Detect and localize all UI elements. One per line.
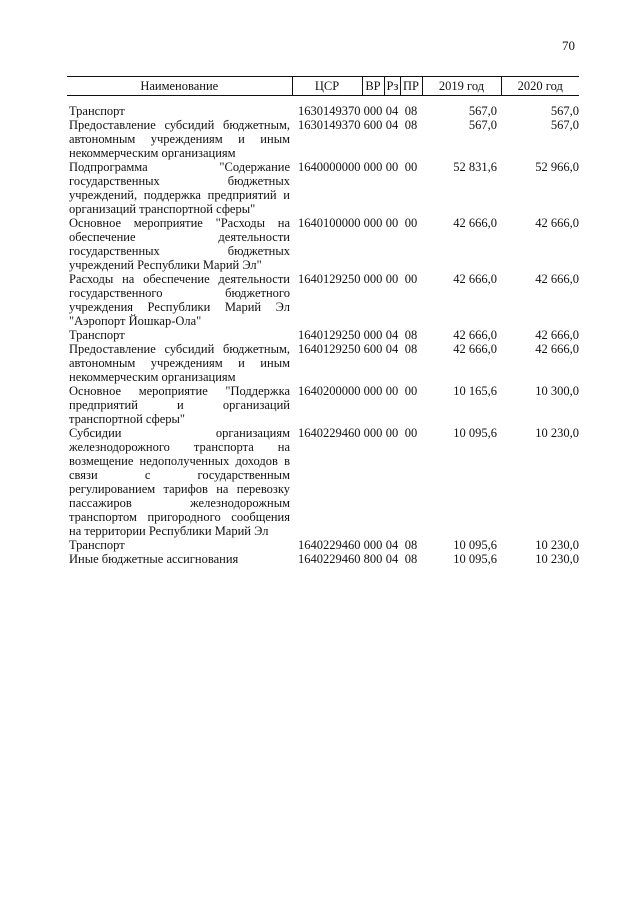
header-csr: ЦСР bbox=[292, 77, 362, 96]
row-value-2019: 52 831,6 bbox=[453, 160, 497, 174]
row-vr: 000 bbox=[363, 538, 383, 552]
row-rz: 04 bbox=[385, 328, 399, 342]
row-rz: 00 bbox=[385, 160, 399, 174]
table-row bbox=[67, 552, 579, 566]
header-2019: 2019 год bbox=[422, 77, 501, 96]
row-value-2019: 42 666,0 bbox=[453, 328, 497, 342]
table-header-row bbox=[67, 77, 579, 96]
row-csr: 1640129250 bbox=[298, 328, 361, 342]
row-value-2020: 52 966,0 bbox=[535, 160, 579, 174]
row-rz: 04 bbox=[385, 104, 399, 118]
row-value-2019: 10 095,6 bbox=[453, 426, 497, 440]
row-csr: 1640100000 bbox=[298, 216, 361, 230]
row-csr: 1630149370 bbox=[298, 118, 361, 132]
header-pr: ПР bbox=[400, 77, 422, 96]
row-csr: 1640129250 bbox=[298, 342, 361, 356]
table-row bbox=[67, 272, 579, 328]
row-csr: 1640229460 bbox=[298, 426, 361, 440]
row-pr: 08 bbox=[404, 328, 418, 342]
row-value-2019: 10 165,6 bbox=[453, 384, 497, 398]
row-pr: 00 bbox=[404, 272, 418, 286]
row-name: Расходы на обеспечение деятельности государственного бюджетного учреждения Республики Марий Эл "Аэропорт Йошкар-Ола" bbox=[69, 272, 290, 328]
table-body bbox=[67, 96, 579, 567]
row-pr: 08 bbox=[404, 104, 418, 118]
row-rz: 00 bbox=[385, 272, 399, 286]
budget-table bbox=[67, 76, 579, 566]
row-csr: 1640200000 bbox=[298, 384, 361, 398]
row-pr: 00 bbox=[404, 426, 418, 440]
table-row bbox=[67, 384, 579, 426]
row-name: Транспорт bbox=[69, 328, 125, 342]
row-value-2020: 567,0 bbox=[550, 118, 579, 132]
row-value-2020: 567,0 bbox=[550, 104, 579, 118]
row-name: Основное мероприятие "Расходы на обеспечение деятельности государственных бюджетных учреждений Республики Марий Эл" bbox=[69, 216, 290, 272]
row-value-2020: 10 230,0 bbox=[535, 552, 579, 566]
row-vr: 000 bbox=[363, 272, 383, 286]
header-name: Наименование bbox=[67, 77, 292, 96]
row-pr: 08 bbox=[404, 342, 418, 356]
row-value-2019: 567,0 bbox=[468, 104, 497, 118]
row-value-2020: 42 666,0 bbox=[535, 272, 579, 286]
row-vr: 800 bbox=[363, 552, 383, 566]
table-row bbox=[67, 118, 579, 160]
table-row bbox=[67, 160, 579, 216]
row-rz: 04 bbox=[385, 118, 399, 132]
row-pr: 08 bbox=[404, 538, 418, 552]
row-name: Предоставление субсидий бюджетным, автономным учреждениям и иным некоммерческим организациям bbox=[69, 118, 290, 160]
row-vr: 600 bbox=[363, 118, 383, 132]
row-value-2019: 42 666,0 bbox=[453, 342, 497, 356]
row-vr: 000 bbox=[363, 160, 383, 174]
row-vr: 000 bbox=[363, 426, 383, 440]
row-rz: 00 bbox=[385, 426, 399, 440]
table-row bbox=[67, 328, 579, 342]
row-vr: 000 bbox=[363, 384, 383, 398]
row-rz: 00 bbox=[385, 384, 399, 398]
row-value-2020: 42 666,0 bbox=[535, 216, 579, 230]
table-row bbox=[67, 426, 579, 538]
row-name: Основное мероприятие "Поддержка предприятий и организаций транспортной сферы" bbox=[69, 384, 290, 426]
row-vr: 000 bbox=[363, 328, 383, 342]
row-rz: 04 bbox=[385, 552, 399, 566]
row-name: Транспорт bbox=[69, 538, 125, 552]
row-value-2020: 42 666,0 bbox=[535, 328, 579, 342]
row-value-2020: 10 300,0 bbox=[535, 384, 579, 398]
row-name: Транспорт bbox=[69, 104, 125, 118]
table-row bbox=[67, 538, 579, 552]
row-name: Предоставление субсидий бюджетным, автономным учреждениям и иным некоммерческим организациям bbox=[69, 342, 290, 384]
table-row bbox=[67, 342, 579, 384]
row-rz: 00 bbox=[385, 216, 399, 230]
row-value-2019: 42 666,0 bbox=[453, 216, 497, 230]
row-csr: 1640229460 bbox=[298, 552, 361, 566]
row-value-2019: 10 095,6 bbox=[453, 552, 497, 566]
row-pr: 00 bbox=[404, 216, 418, 230]
row-csr: 1640129250 bbox=[298, 272, 361, 286]
row-value-2019: 567,0 bbox=[468, 118, 497, 132]
header-2020: 2020 год bbox=[501, 77, 579, 96]
row-pr: 00 bbox=[404, 384, 418, 398]
row-value-2019: 10 095,6 bbox=[453, 538, 497, 552]
row-pr: 08 bbox=[404, 552, 418, 566]
row-name: Субсидии организациям железнодорожного транспорта на возмещение недополученных доходов в связи с государственным регулированием тарифов на перевозку пассажиров железнодорожным транспортом пригородного сообщения на территории Республики Марий Эл bbox=[69, 426, 290, 538]
row-vr: 000 bbox=[363, 216, 383, 230]
header-vr: ВР bbox=[362, 77, 384, 96]
header-spacer bbox=[67, 96, 579, 105]
row-value-2019: 42 666,0 bbox=[453, 272, 497, 286]
row-value-2020: 42 666,0 bbox=[535, 342, 579, 356]
row-csr: 1630149370 bbox=[298, 104, 361, 118]
row-csr: 1640229460 bbox=[298, 538, 361, 552]
row-value-2020: 10 230,0 bbox=[535, 426, 579, 440]
row-name: Иные бюджетные ассигнования bbox=[69, 552, 239, 566]
row-rz: 04 bbox=[385, 342, 399, 356]
row-value-2020: 10 230,0 bbox=[535, 538, 579, 552]
row-rz: 04 bbox=[385, 538, 399, 552]
header-rz: Рз bbox=[384, 77, 400, 96]
row-csr: 1640000000 bbox=[298, 160, 361, 174]
page-number: 70 bbox=[562, 38, 575, 53]
table-row bbox=[67, 104, 579, 118]
row-name: Подпрограмма "Содержание государственных бюджетных учреждений, поддержка предприятий и организаций транспортной сферы" bbox=[69, 160, 290, 216]
row-vr: 000 bbox=[363, 104, 383, 118]
row-pr: 00 bbox=[404, 160, 418, 174]
row-vr: 600 bbox=[363, 342, 383, 356]
table-row bbox=[67, 216, 579, 272]
row-pr: 08 bbox=[404, 118, 418, 132]
